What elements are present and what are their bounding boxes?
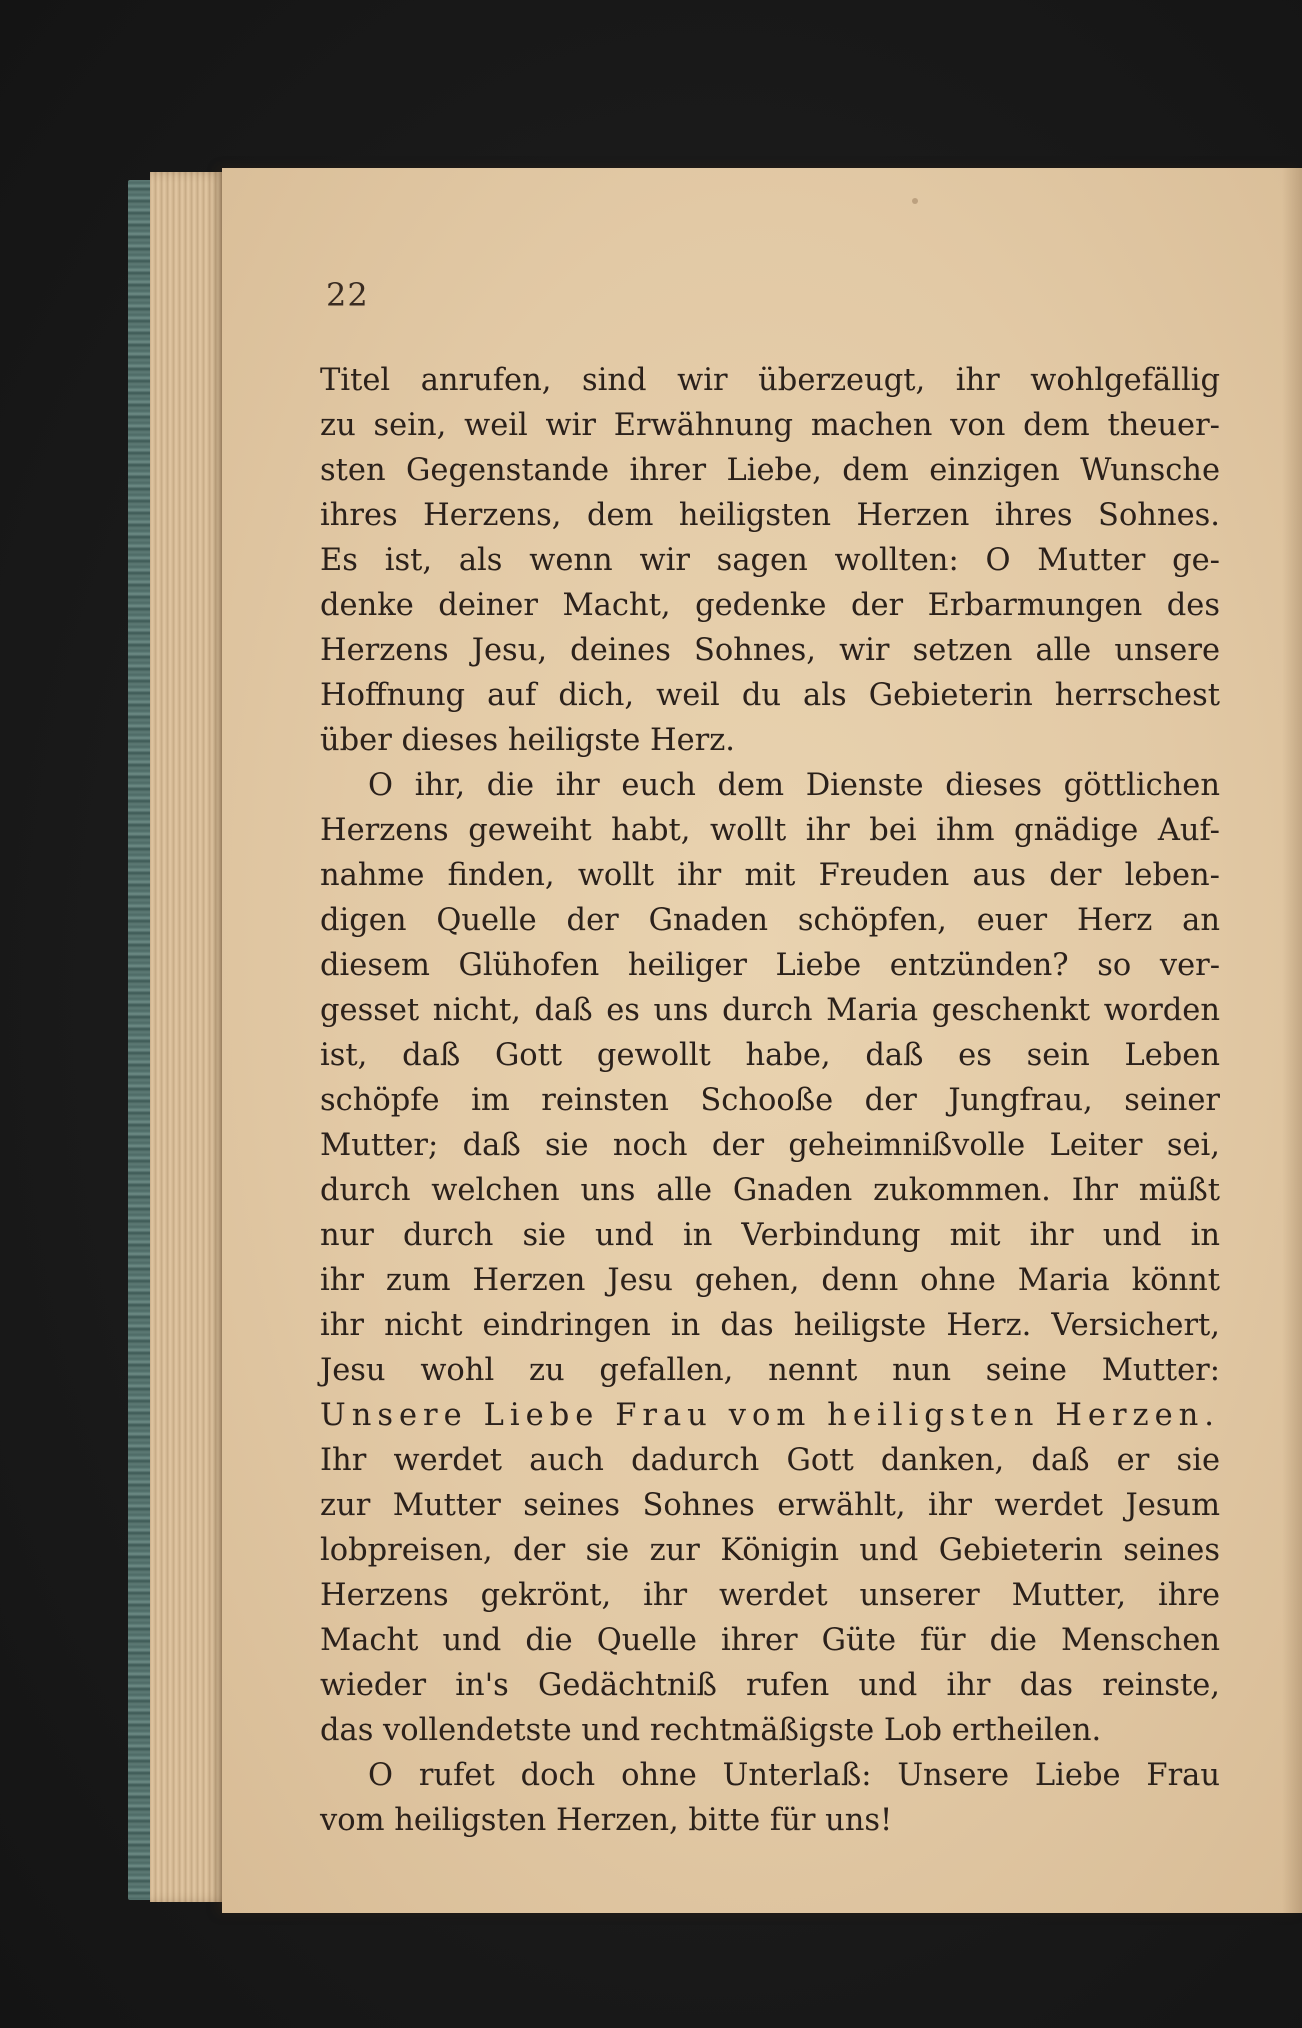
- text-line: Macht und die Quelle ihrer Güte für die Menschen: [320, 1623, 1220, 1658]
- text-line: Herzens geweiht habt, wollt ihr bei ihm gnädige Auf-: [320, 813, 1220, 848]
- text-line: ihr nicht eindringen in das heiligste Herz. Versichert,: [320, 1308, 1220, 1343]
- text-line: über dieses heiligste Herz.: [320, 723, 735, 758]
- page-number: 22: [326, 276, 369, 314]
- text-line: das vollendetste und rechtmäßigste Lob ertheilen.: [320, 1713, 1102, 1748]
- text-line: nahme finden, wollt ihr mit Freuden aus der leben-: [320, 858, 1220, 893]
- text-line: lobpreisen, der sie zur Königin und Gebieterin seines: [320, 1533, 1220, 1568]
- page-text: [320, 358, 1220, 1843]
- text-line: O rufet doch ohne Unterlaß: Unsere Liebe Frau: [368, 1758, 1220, 1793]
- text-line: denke deiner Macht, gedenke der Erbarmungen des: [320, 588, 1220, 623]
- text-line: Mutter; daß sie noch der geheimnißvolle Leiter sei,: [320, 1128, 1220, 1163]
- text-line: ihres Herzens, dem heiligsten Herzen ihres Sohnes.: [320, 498, 1220, 533]
- text-line: ihr zum Herzen Jesu gehen, denn ohne Maria könnt: [320, 1263, 1220, 1298]
- paper-speck: [912, 198, 918, 204]
- text-line: Titel anrufen, sind wir überzeugt, ihr wohlgefällig: [320, 363, 1220, 398]
- text-line: zur Mutter seines Sohnes erwählt, ihr werdet Jesum: [320, 1488, 1220, 1523]
- text-line: zu sein, weil wir Erwähnung machen von dem theuer-: [320, 408, 1220, 443]
- text-line: O ihr, die ihr euch dem Dienste dieses göttlichen: [368, 768, 1220, 803]
- text-line-spaced-title: Unsere Liebe Frau vom heiligsten Herzen.: [320, 1398, 1220, 1433]
- text-line: Herzens gekrönt, ihr werdet unserer Mutter, ihre: [320, 1578, 1220, 1613]
- text-line: diesem Glühofen heiliger Liebe entzünden? so ver-: [320, 948, 1220, 983]
- text-line: digen Quelle der Gnaden schöpfen, euer Herz an: [320, 903, 1220, 938]
- text-line: schöpfe im reinsten Schooße der Jungfrau, seiner: [320, 1083, 1220, 1118]
- text-line: nur durch sie und in Verbindung mit ihr und in: [320, 1218, 1220, 1253]
- text-line: wieder in's Gedächtniß rufen und ihr das reinste,: [320, 1668, 1220, 1703]
- text-line: Ihr werdet auch dadurch Gott danken, daß er sie: [320, 1443, 1220, 1478]
- text-line: Jesu wohl zu gefallen, nennt nun seine Mutter:: [320, 1353, 1220, 1388]
- text-line: vom heiligsten Herzen, bitte für uns!: [320, 1803, 893, 1838]
- text-line: Hoffnung auf dich, weil du als Gebieterin herrschest: [320, 678, 1220, 713]
- text-line: Es ist, als wenn wir sagen wollten: O Mutter ge-: [320, 543, 1220, 578]
- page-edges: [150, 172, 230, 1902]
- text-line: gesset nicht, daß es uns durch Maria geschenkt worden: [320, 993, 1220, 1028]
- text-line: durch welchen uns alle Gnaden zukommen. Ihr müßt: [320, 1173, 1220, 1208]
- text-line: sten Gegenstande ihrer Liebe, dem einzigen Wunsche: [320, 453, 1220, 488]
- text-line: ist, daß Gott gewollt habe, daß es sein Leben: [320, 1038, 1220, 1073]
- text-line: Herzens Jesu, deines Sohnes, wir setzen alle unsere: [320, 633, 1220, 668]
- book-page: [222, 168, 1302, 1913]
